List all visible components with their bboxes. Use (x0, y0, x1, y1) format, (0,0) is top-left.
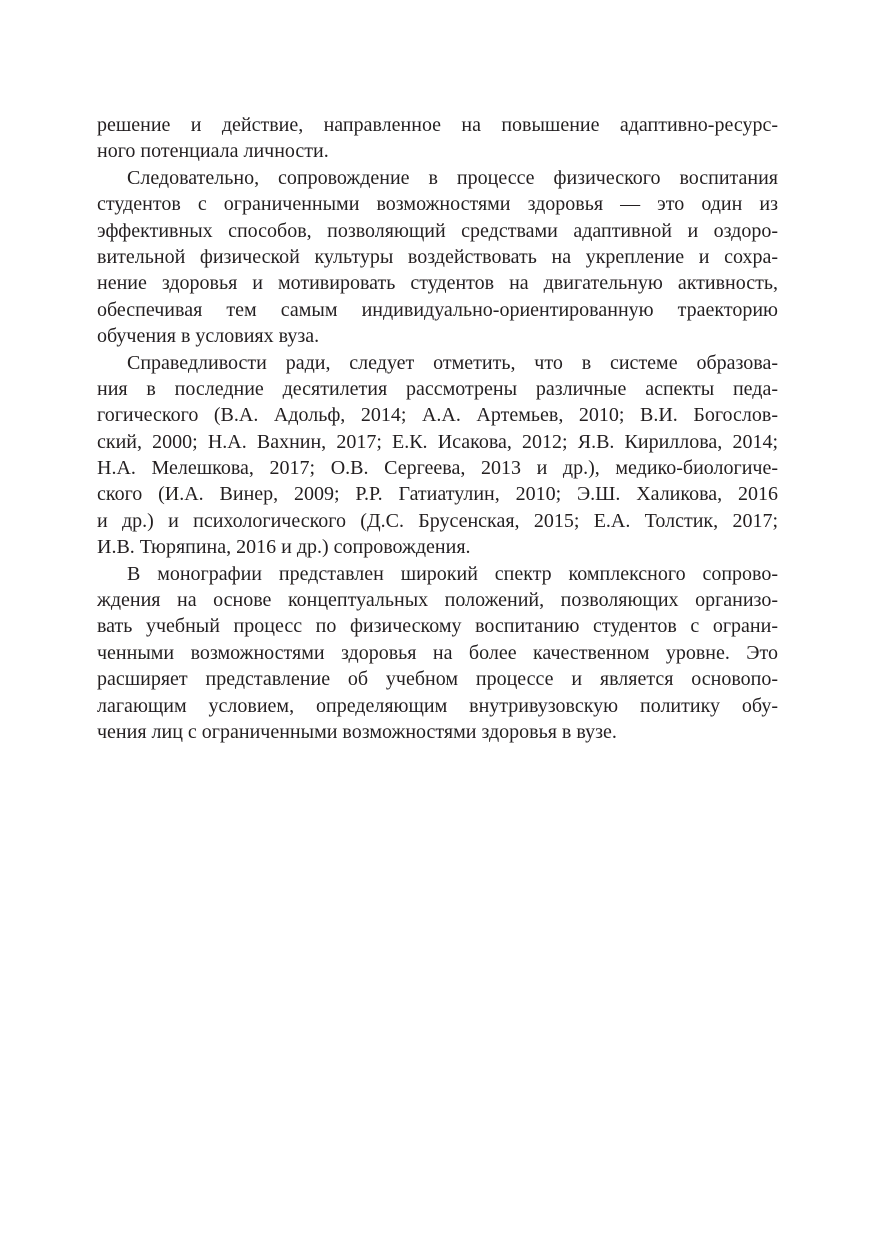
text-line: и др.) и психологического (Д.С. Брусенская, 2015; Е.А. Толстик, 2017; (97, 509, 778, 532)
text-line: ченными возможностями здоровья на более качественном уровне. Это (97, 641, 778, 664)
text-line: ждения на основе концептуальных положений, позволяющих организо- (97, 589, 778, 612)
text-line: студентов с ограниченными возможностями здоровья — это один из (97, 193, 778, 216)
text-line: гогического (В.А. Адольф, 2014; А.А. Артемьев, 2010; В.И. Богослов- (97, 404, 778, 427)
text-line: расширяет представление об учебном процессе и является основопо- (97, 668, 778, 691)
text-line: чения лиц с ограниченными возможностями здоровья в вузе. (97, 720, 617, 743)
paragraph-3 (97, 350, 778, 561)
document-body (97, 112, 778, 745)
text-line: вать учебный процесс по физическому воспитанию студентов с ограни- (97, 615, 778, 638)
text-line: эффективных способов, позволяющий средствами адаптивной и оздоро- (97, 219, 778, 242)
text-line: В монографии представлен широкий спектр комплексного сопрово- (127, 562, 778, 585)
text-line: обучения в условиях вуза. (97, 325, 320, 348)
text-line: решение и действие, направленное на повышение адаптивно-ресурс- (97, 114, 778, 136)
text-line: нение здоровья и мотивировать студентов на двигательную активность, (97, 272, 778, 295)
text-line: Следовательно, сопровождение в процессе физического воспитания (127, 166, 778, 189)
text-line: вительной физической культуры воздействовать на укрепление и сохра- (97, 245, 778, 268)
text-line: Н.А. Мелешкова, 2017; О.В. Сергеева, 2013 и др.), медико-биологиче- (97, 457, 778, 480)
paragraph-4 (97, 561, 778, 746)
text-line: Справедливости ради, следует отметить, что в системе образова- (127, 351, 778, 374)
text-line: обеспечивая тем самым индивидуально-ориентированную траекторию (97, 298, 778, 321)
paragraph-2 (97, 165, 778, 350)
text-line: ский, 2000; Н.А. Вахнин, 2017; Е.К. Исакова, 2012; Я.В. Кириллова, 2014; (97, 430, 778, 453)
text-line: ского (И.А. Винер, 2009; Р.Р. Гатиатулин, 2010; Э.Ш. Халикова, 2016 (97, 483, 778, 506)
text-line: лагающим условием, определяющим внутривузовскую политику обу- (97, 694, 778, 717)
text-line: ния в последние десятилетия рассмотрены различные аспекты педа- (97, 377, 778, 400)
text-line: ного потенциала личности. (97, 140, 329, 163)
text-line: И.В. Тюряпина, 2016 и др.) сопровождения. (97, 536, 471, 559)
paragraph-1 (97, 112, 778, 165)
